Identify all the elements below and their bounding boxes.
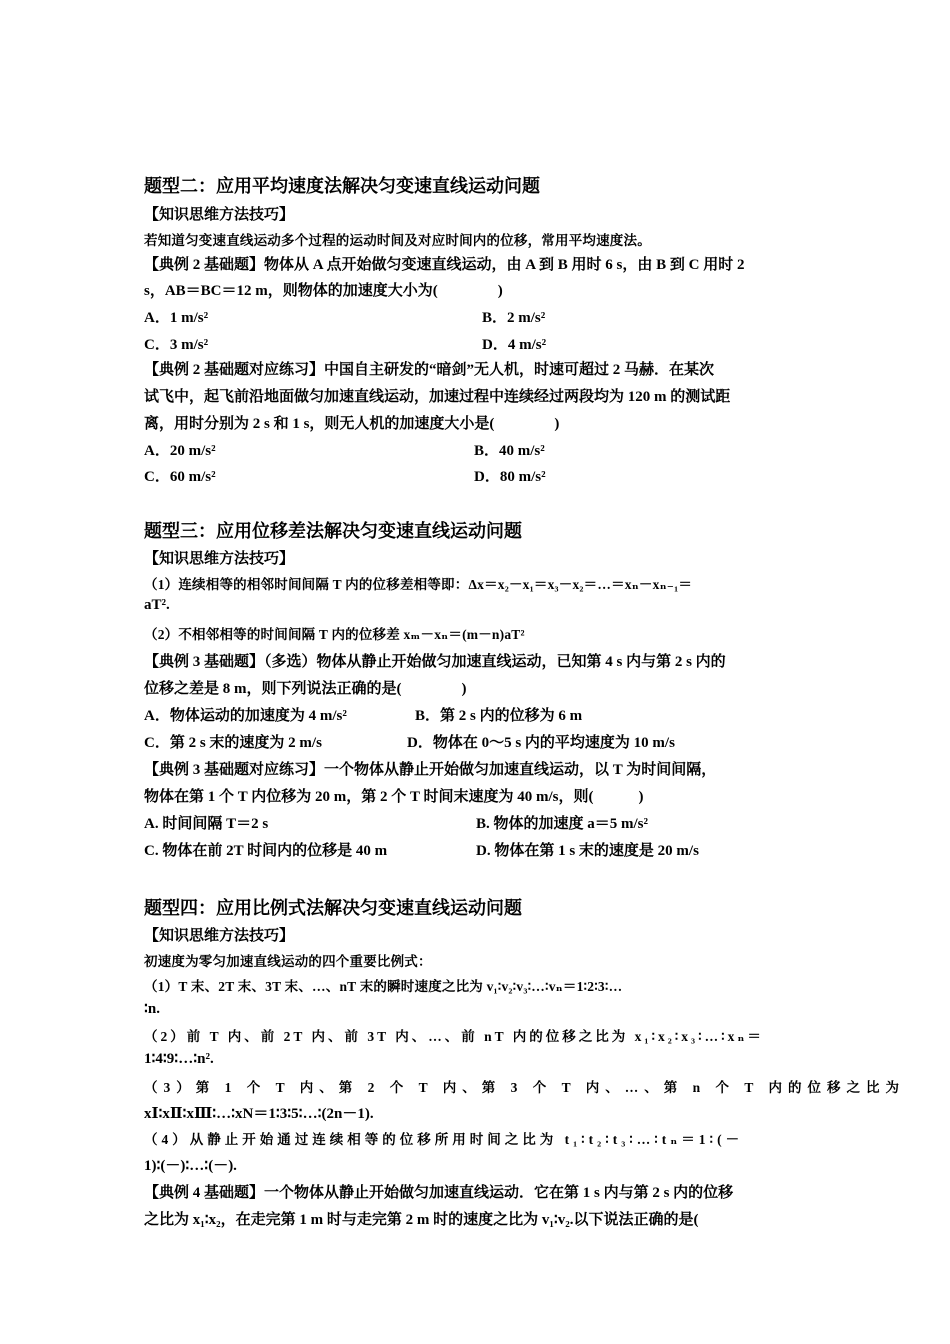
practice-3-option-a: A. 时间间隔 T＝2 s — [144, 816, 269, 832]
example-2-line-1: 【典例 2 基础题】物体从 A 点开始做匀变速直线运动，由 A 到 B 用时 6 s，由 B 到 C 用时 2 — [144, 257, 745, 273]
practice-3-line-1: 【典例 3 基础题对应练习】一个物体从静止开始做匀加速直线运动，以 T 为时间间隔， — [144, 762, 717, 778]
example-4-line-1: 【典例 4 基础题】一个物体从静止开始做匀加速直线运动．它在第 1 s 内与第 2 s 内的位移 — [144, 1185, 734, 1201]
example-2-option-a: A．1 m/s² — [144, 310, 209, 326]
section-3-tip-2: （2）不相邻相等的时间间隔 T 内的位移差 xₘ－xₙ＝(m－n)aT² — [144, 627, 525, 642]
practice-2-option-b: B．40 m/s² — [474, 443, 545, 459]
example-2-option-c: C．3 m/s² — [144, 337, 209, 353]
ratio-2-line-2: 1∶4∶9∶…∶n². — [144, 1051, 214, 1067]
example-3-line-2: 位移之差是 8 m，则下列说法正确的是( ) — [144, 681, 467, 697]
ratio-4-line-2: 1)∶(－)∶…∶(－). — [144, 1158, 237, 1174]
practice-2-line-1: 【典例 2 基础题对应练习】中国自主研发的“暗剑”无人机，时速可超过 2 马赫．在某次 — [144, 362, 715, 378]
practice-3-option-c: C. 物体在前 2T 时间内的位移是 40 m — [144, 843, 388, 859]
practice-2-line-2: 试飞中，起飞前沿地面做匀加速直线运动，加速过程中连续经过两段均为 120 m 的测试距 — [144, 389, 731, 405]
practice-2-option-d: D．80 m/s² — [474, 469, 546, 485]
practice-2-option-a: A．20 m/s² — [144, 443, 216, 459]
practice-2-option-c: C．60 m/s² — [144, 469, 216, 485]
section-3-tip-1-line-1: （1）连续相等的相邻时间间隔 T 内的位移差相等即：Δx＝x₂－x₁＝x₃－x₂＝…＝xₙ－xₙ₋₁＝ — [144, 577, 693, 592]
section-3-tip-1-line-2: aT². — [144, 597, 170, 613]
practice-3-line-2: 物体在第 1 个 T 内位移为 20 m，第 2 个 T 时间末速度为 40 m/s，则( ) — [144, 789, 644, 805]
example-2-line-2: s，AB＝BC＝12 m，则物体的加速度大小为( ) — [144, 283, 503, 299]
example-4-line-2: 之比为 x₁∶x₂，在走完第 1 m 时与走完第 2 m 时的速度之比为 v₁∶v₂.以下说法正确的是( — [144, 1212, 699, 1228]
ratio-1-line-2: ∶n. — [144, 1001, 160, 1017]
section-3-tips-heading: 【知识思维方法技巧】 — [144, 551, 295, 567]
example-3-option-c: C．第 2 s 末的速度为 2 m/s — [144, 735, 322, 751]
example-3-option-b: B．第 2 s 内的位移为 6 m — [415, 708, 583, 724]
example-3-option-d: D．物体在 0～5 s 内的平均速度为 10 m/s — [407, 735, 675, 751]
section-4-title: 题型四：应用比例式法解决匀变速直线运动问题 — [144, 898, 522, 918]
section-4-tips-heading: 【知识思维方法技巧】 — [144, 928, 295, 944]
example-3-line-1: 【典例 3 基础题】（多选）物体从静止开始做匀加速直线运动，已知第 4 s 内与第 2 s 内的 — [144, 654, 726, 670]
section-2-tips-heading: 【知识思维方法技巧】 — [144, 207, 295, 223]
section-2-tips-text: 若知道匀变速直线运动多个过程的运动时间及对应时间内的位移，常用平均速度法。 — [144, 233, 651, 248]
section-2-title: 题型二：应用平均速度法解决匀变速直线运动问题 — [144, 176, 540, 196]
practice-3-option-d: D. 物体在第 1 s 末的速度是 20 m/s — [476, 843, 699, 859]
section-4-tips-intro: 初速度为零匀加速直线运动的四个重要比例式： — [144, 954, 432, 969]
practice-3-option-b: B. 物体的加速度 a＝5 m/s² — [476, 816, 649, 832]
practice-2-line-3: 离，用时分别为 2 s 和 1 s，则无人机的加速度大小是( ) — [144, 416, 560, 432]
ratio-1-line-1: （1）T 末、2T 末、3T 末、…、nT 末的瞬时速度之比为 v₁∶v₂∶v₃∶…∶vₙ＝1∶2∶3∶… — [144, 979, 623, 994]
example-3-option-a: A．物体运动的加速度为 4 m/s² — [144, 708, 347, 724]
ratio-3-line-1: （3）第 1 个 T 内、第 2 个 T 内、第 3 个 T 内、…、第 n 个 T 内的位移之比为 — [144, 1080, 906, 1095]
section-3-title: 题型三：应用位移差法解决匀变速直线运动问题 — [144, 521, 522, 541]
example-2-option-d: D．4 m/s² — [482, 337, 547, 353]
ratio-2-line-1: （2）前 T 内、前 2T 内、前 3T 内、…、前 nT 内的位移之比为 x₁∶x₂∶x₃∶…∶xₙ＝ — [144, 1029, 764, 1044]
example-2-option-b: B．2 m/s² — [482, 310, 546, 326]
ratio-3-line-2: xⅠ∶xⅡ∶xⅢ∶…∶xN＝1∶3∶5∶…∶(2n－1). — [144, 1106, 374, 1122]
ratio-4-line-1: （4）从静止开始通过连续相等的位移所用时间之比为 t₁∶t₂∶t₃∶…∶tₙ＝1∶(－ — [144, 1132, 744, 1147]
